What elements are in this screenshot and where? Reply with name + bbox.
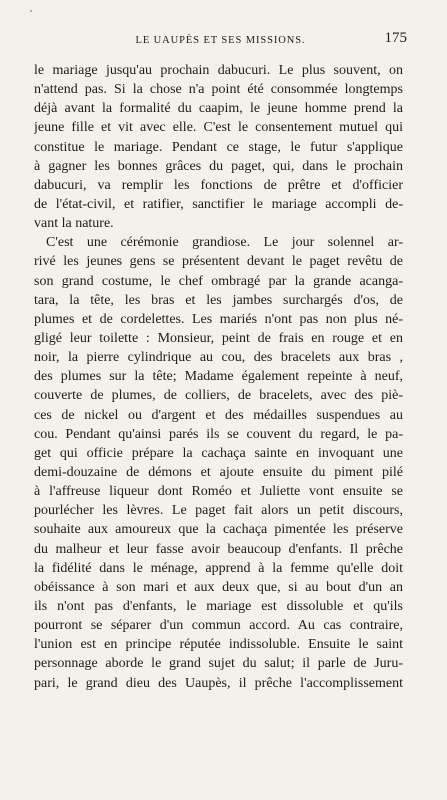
text-line: constitue le mariage. Pendant ce stage, le futur s'applique [34,139,403,155]
text-line: rivé les jeunes gens se présentent devant le paget revêtu de [34,254,403,270]
text-line: pari, le grand dieu des Uaupès, il prêche l'accomplissement [34,675,403,691]
text-line: personnage aborde le grand sujet du salut; il parle de Juru- [34,656,403,672]
running-title: LE UAUPÈS ET SES MISSIONS. [135,35,306,46]
text-line: de l'état-civil, et ratifier, sanctifier le mariage accompli de- [34,196,403,212]
text-line: plumes et de cordelettes. Les mariés n'ont pas non plus né- [34,311,403,327]
text-line: C'est une cérémonie grandiose. Le jour solennel ar- [46,235,403,251]
text-line: vant la nature. [34,216,114,232]
text-line: cou. Pendant qu'ainsi parés ils se couvent du regard, le pa- [34,426,403,442]
text-line: get qui officie prépare la cachaça sainte en invoquant une [34,445,403,461]
text-line: jeune fille et vit avec elle. C'est le consentement mutuel qui [34,120,403,136]
text-line: des plumes sur la tête; Madame également repeinte à neuf, [34,369,403,385]
page-speck [30,10,32,12]
text-line: obéissance à son mari et aux deux que, si au bout d'un an [34,579,403,595]
text-line: le mariage jusqu'au prochain dabucuri. Le plus souvent, on [34,63,403,78]
text-line: demi-douzaine de démons et ajoute ensuite du piment pilé [34,464,403,480]
text-line: pourront se séparer d'un commun accord. Au cas contraire, [34,618,403,634]
paragraph [34,61,403,233]
text-line: l'union est en principe réputée indissoluble. Ensuite le saint [34,637,403,653]
text-line: son grand costume, le chef ombragé par la grande acanga- [34,273,403,289]
text-line: à l'affreuse liqueur dont Roméo et Juliette vont ensuite se [34,484,403,500]
page-header [34,30,407,50]
text-line: tara, la tête, les bras et les jambes surchargés d'os, de [34,292,403,308]
text-line: couverte de plumes, de colliers, de bracelets, avec des piè- [34,388,403,404]
text-line: dabucuri, va remplir les fonctions de prêtre et d'officier [34,177,403,193]
text-line: la fidélité dans le ménage, apprend à la femme qu'elle doit [34,560,403,576]
text-line: ces de nickel ou d'argent et des médailles suspendues au [34,407,403,423]
text-line: du malheur et leur fasse avoir beaucoup d'enfants. Il prêche [34,541,403,557]
text-line: ils n'ont pas d'enfants, le mariage est dissoluble et qu'ils [34,598,403,614]
paragraph [34,233,403,692]
text-line: n'attend pas. Si la chose n'a point été consommée longtemps [34,82,403,98]
text-line: à gagner les bonnes grâces du paget, qui, dans le prochain [34,158,403,174]
text-line: pourlécher les lèvres. Le paget fait alors un petit discours, [34,503,403,519]
text-line: noir, la pierre cylindrique au cou, des bracelets aux bras , [34,350,403,366]
text-line: souhaite aux amoureux que la cachaça pimentée les préserve [34,522,403,538]
page-number: 175 [384,30,407,46]
text-line: déjà avant la formalité du caapim, le jeune homme prend la [34,101,403,117]
body-text [34,61,403,693]
text-line: gligé leur toilette : Monsieur, peint de frais en rouge et en [34,330,403,346]
